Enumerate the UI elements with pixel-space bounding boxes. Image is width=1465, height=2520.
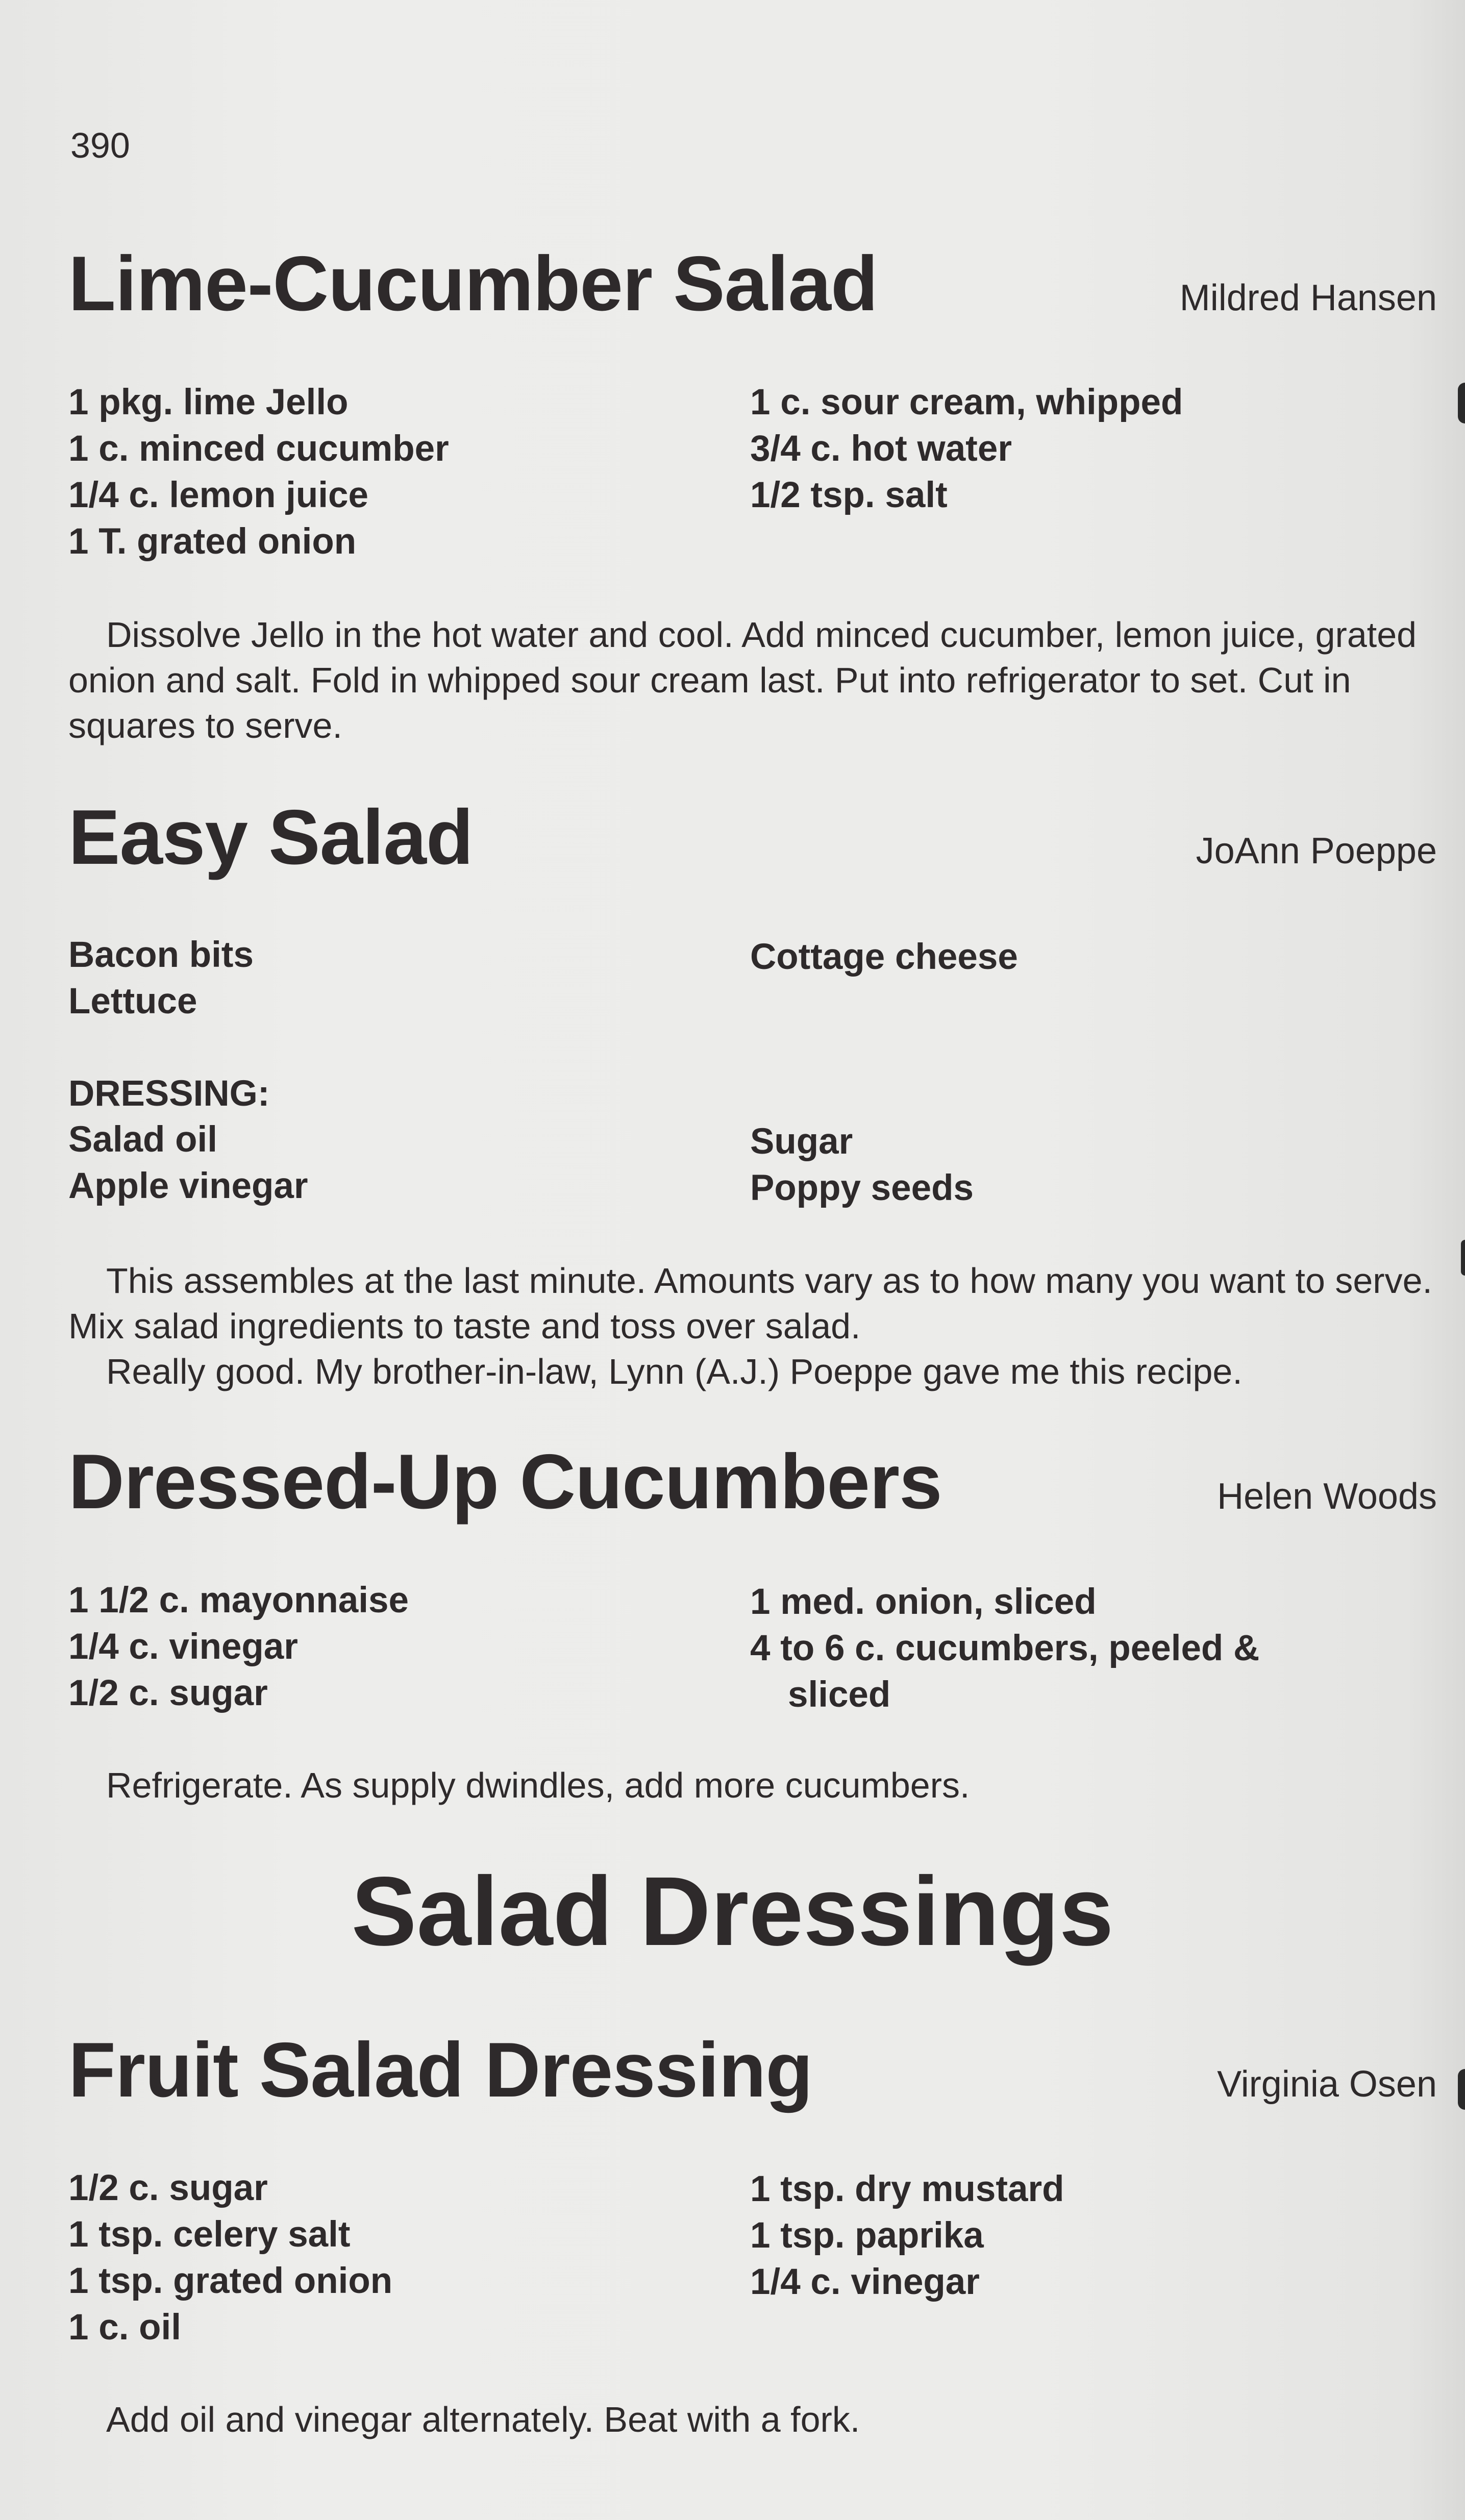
ingredient-line: 1 c. sour cream, whipped	[750, 382, 1183, 422]
ingredient-line: 1/2 c. sugar	[68, 1673, 268, 1713]
ingredients-left-lime-cucumber	[68, 379, 449, 565]
ingredient-line: Apple vinegar	[68, 1166, 308, 1206]
ingredient-line: 1 c. oil	[68, 2307, 181, 2348]
direction-paragraph: Refrigerate. As supply dwindles, add more cucumbers.	[106, 1765, 970, 1805]
ingredient-line: 4 to 6 c. cucumbers, peeled &	[750, 1628, 1260, 1668]
directions-lime-cucumber	[68, 612, 1436, 748]
recipe-title-dressed-up-cucumbers: Dressed-Up Cucumbers	[68, 1438, 942, 1525]
ingredient-line-continued: sliced	[788, 1675, 891, 1715]
contributor-helen-woods: Helen Woods	[1217, 1476, 1437, 1517]
ingredient-line: Bacon bits	[68, 935, 254, 975]
ingredient-line: Cottage cheese	[750, 937, 1018, 977]
ingredients-right-dressed-up-cucumbers	[750, 1579, 1259, 1718]
contributor-virginia-osen: Virginia Osen	[1217, 2064, 1437, 2105]
ingredients-right-fruit-salad-dressing	[750, 2166, 1064, 2305]
ingredients-left-dressed-up-cucumbers	[68, 1577, 409, 1716]
binding-tab-mark	[1461, 1240, 1465, 1276]
ingredient-line: 1 T. grated onion	[68, 521, 357, 562]
ingredient-line: 1 pkg. lime Jello	[68, 382, 349, 422]
ingredient-line: Lettuce	[68, 981, 197, 1021]
ingredient-line: 1 tsp. dry mustard	[750, 2169, 1064, 2209]
ingredient-line: 1/4 c. vinegar	[750, 2262, 980, 2302]
ingredient-line: 1 tsp. grated onion	[68, 2261, 393, 2301]
ingredient-line: 1/2 c. sugar	[68, 2168, 268, 2208]
dressing-left-easy-salad	[68, 1116, 308, 1209]
contributor-mildred-hansen: Mildred Hansen	[1179, 278, 1437, 318]
ingredients-right-lime-cucumber	[750, 379, 1183, 518]
section-heading-salad-dressings: Salad Dressings	[351, 1856, 1114, 1966]
direction-paragraph: Add oil and vinegar alternately. Beat with a fork.	[106, 2400, 860, 2439]
dressing-label: DRESSING:	[68, 1074, 270, 1114]
ingredient-line: 1 med. onion, sliced	[750, 1582, 1097, 1622]
ingredient-line: 1 1/2 c. mayonnaise	[68, 1580, 409, 1620]
ingredient-line: 3/4 c. hot water	[750, 429, 1012, 469]
recipe-title-lime-cucumber-salad: Lime-Cucumber Salad	[68, 240, 878, 327]
directions-dressed-up-cucumbers	[68, 1763, 1436, 1808]
directions-easy-salad	[68, 1258, 1436, 1394]
binding-tab-mark	[1458, 383, 1465, 423]
contributor-joann-poeppe: JoAnn Poeppe	[1196, 831, 1437, 871]
direction-paragraph: This assembles at the last minute. Amounts vary as to how many you want to serve. Mix salad ingredients to taste and toss over salad.	[68, 1261, 1432, 1346]
direction-paragraph: Dissolve Jello in the hot water and cool. Add minced cucumber, lemon juice, grated onion and salt. Fold in whipped sour cream last. Put into refrigerator to set. Cut in squares to serve.	[68, 615, 1417, 745]
ingredient-line: Salad oil	[68, 1119, 217, 1160]
direction-paragraph: Really good. My brother-in-law, Lynn (A.J.) Poeppe gave me this recipe.	[106, 1352, 1243, 1391]
page-number: 390	[70, 126, 130, 165]
ingredient-line: 1/4 c. vinegar	[68, 1627, 298, 1667]
ingredient-line: 1/2 tsp. salt	[750, 475, 948, 515]
ingredient-line: Poppy seeds	[750, 1168, 974, 1208]
ingredient-line: 1 tsp. celery salt	[68, 2214, 351, 2255]
dressing-right-easy-salad	[750, 1118, 974, 1211]
ingredient-line: 1 tsp. paprika	[750, 2215, 984, 2256]
directions-fruit-salad-dressing	[68, 2397, 1436, 2442]
ingredient-line: 1/4 c. lemon juice	[68, 475, 368, 515]
ingredients-left-fruit-salad-dressing	[68, 2165, 392, 2351]
ingredient-line: 1 c. minced cucumber	[68, 429, 449, 469]
recipe-title-fruit-salad-dressing: Fruit Salad Dressing	[68, 2027, 813, 2113]
ingredients-left-easy-salad	[68, 932, 254, 1025]
ingredients-right-easy-salad	[750, 934, 1018, 980]
recipe-title-easy-salad: Easy Salad	[68, 794, 473, 881]
binding-tab-mark	[1458, 2069, 1465, 2110]
ingredient-line: Sugar	[750, 1121, 853, 1162]
